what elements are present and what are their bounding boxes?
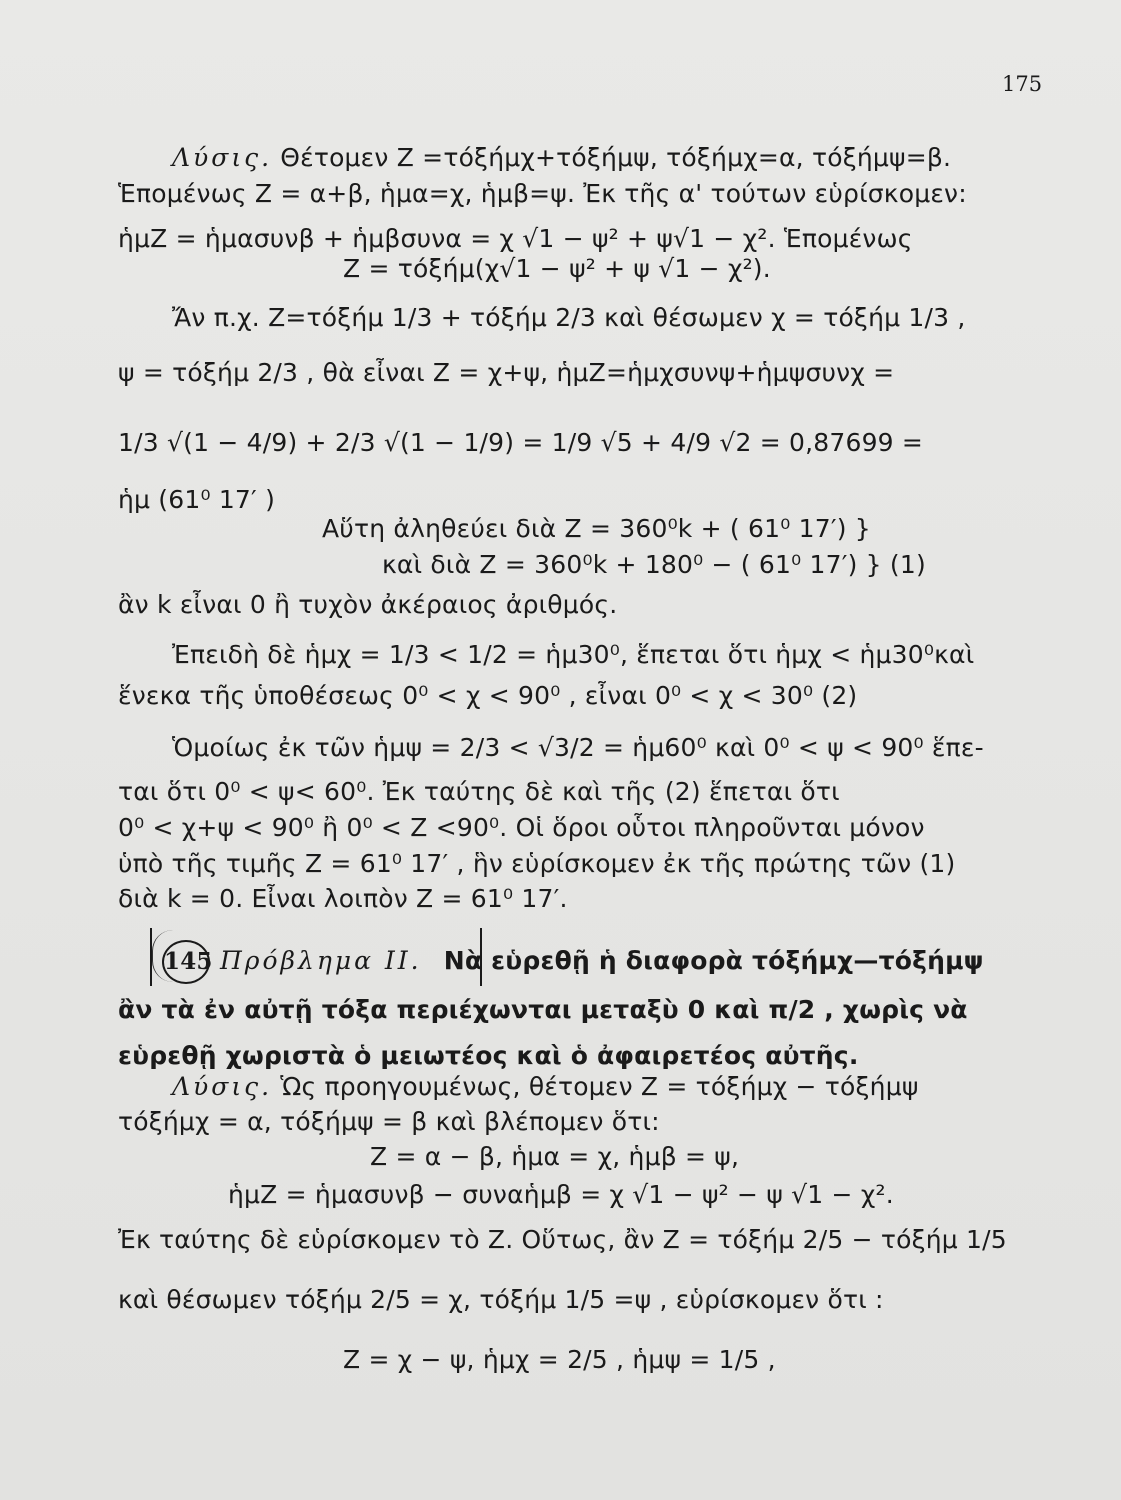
text-segment: διὰ k = 0. Εἶναι λοιπὸν Ζ = 61⁰ 17′.	[118, 884, 568, 913]
text-segment: Ζ = α − β, ἡμα = χ, ἡμβ = ψ,	[370, 1142, 740, 1171]
text-segment: 1/3 √(1 − 4/9) + 2/3 √(1 − 1/9) = 1/9 √5 + 4/9 √2 = 0,87699 =	[118, 428, 924, 457]
problem-heading	[162, 940, 984, 984]
text-line-l26	[118, 1225, 1007, 1255]
text-line-l14	[172, 733, 984, 763]
text-segment: Ζ = χ − ψ, ἡμχ = 2/5 , ἡμψ = 1/5 ,	[343, 1345, 776, 1374]
text-segment: Λύσις.	[172, 1072, 273, 1101]
text-segment: 0⁰ < χ+ψ < 90⁰ ἢ 0⁰ < Ζ <90⁰. Οἱ ὅροι οὗτοι πληροῦνται μόνον	[118, 813, 925, 842]
text-line-l17	[118, 849, 956, 879]
text-line-l06	[118, 358, 894, 388]
text-segment: καὶ θέσωμεν τόξήμ 2/5 = χ, τόξήμ 1/5 =ψ , εὑρίσκομεν ὅτι :	[118, 1285, 884, 1314]
text-line-l11	[118, 590, 617, 620]
text-segment: ὑπὸ τῆς τιμῆς Ζ = 61⁰ 17′ , ἣν εὑρίσκομεν ἐκ τῆς πρώτης τῶν (1)	[118, 849, 956, 878]
text-line-l01	[172, 143, 951, 173]
text-segment: ἡμΖ = ἡμασυνβ + ἡμβσυνα = χ √1 − ψ² + ψ√1 − χ². Ἑπομένως	[118, 224, 913, 253]
text-line-l09	[322, 514, 871, 544]
text-line-l10	[382, 550, 926, 580]
text-segment: Αὕτη ἀληθεύει διὰ Ζ = 360⁰k + ( 61⁰ 17′) }	[322, 514, 871, 543]
text-segment: Λύσις.	[172, 143, 273, 172]
text-line-l20	[118, 995, 968, 1025]
text-segment: ἂν k εἶναι 0 ἢ τυχὸν ἀκέραιος ἀριθμός.	[118, 590, 618, 619]
text-line-l04	[343, 254, 771, 284]
text-line-l18	[118, 884, 568, 914]
text-line-l13	[118, 681, 857, 711]
text-line-l02	[118, 179, 967, 209]
text-segment: ἕνεκα τῆς ὑποθέσεως 0⁰ < χ < 90⁰ , εἶναι 0⁰ < χ < 30⁰ (2)	[118, 681, 858, 710]
text-segment: ἡμ (61⁰ 17′ )	[118, 485, 276, 514]
text-segment: Ἐκ ταύτης δὲ εὑρίσκομεν τὸ Ζ. Οὕτως, ἂν Ζ = τόξήμ 2/5 − τόξήμ 1/5	[118, 1225, 1007, 1254]
page-number: 175	[1002, 72, 1043, 96]
text-line-l12	[172, 640, 974, 670]
text-segment: Ἐπειδὴ δὲ ἡμχ = 1/3 < 1/2 = ἡμ30⁰, ἕπεται ὅτι ἡμχ < ἡμ30⁰καὶ	[172, 640, 975, 669]
text-segment: καὶ διὰ Ζ = 360⁰k + 180⁰ − ( 61⁰ 17′) } (1)	[382, 550, 926, 579]
text-line-l27	[118, 1285, 884, 1315]
text-line-l21	[118, 1041, 859, 1071]
text-line-l22	[172, 1072, 919, 1102]
text-line-l25	[228, 1180, 894, 1210]
text-segment: Ὡς προηγουμένως, θέτομεν Ζ = τόξήμχ − τόξήμψ	[272, 1072, 919, 1101]
text-segment: Ὁμοίως ἐκ τῶν ἡμψ = 2/3 < √3/2 = ἡμ60⁰ καὶ 0⁰ < ψ < 90⁰ ἕπε-	[172, 733, 984, 762]
text-line-l24	[370, 1142, 739, 1172]
text-segment: ἂν τὰ ἐν αὐτῇ τόξα περιέχωνται μεταξὺ 0 καὶ π/2 , χωρὶς νὰ	[118, 995, 968, 1024]
text-segment: ἡμΖ = ἡμασυνβ − συναἡμβ = χ √1 − ψ² − ψ √1 − χ².	[228, 1180, 894, 1209]
problem-label: Πρόβλημα ΙΙ.	[220, 946, 422, 975]
text-line-l03	[118, 224, 913, 254]
text-segment: εὑρεθῇ χωριστὰ ὁ μειωτέος καὶ ὁ ἀφαιρετέος αὐτῆς.	[118, 1041, 859, 1070]
text-line-l08	[118, 485, 275, 515]
text-line-l28	[343, 1345, 776, 1375]
problem-number: 145	[162, 940, 210, 984]
text-line-l05	[172, 303, 966, 333]
text-segment: τόξήμχ = α, τόξήμψ = β καὶ βλέπομεν ὅτι:	[118, 1107, 660, 1136]
text-segment: Θέτομεν Ζ =τόξήμχ+τόξήμψ, τόξήμχ=α, τόξήμψ=β.	[272, 143, 952, 172]
text-segment: Ζ = τόξήμ(χ√1 − ψ² + ψ √1 − χ²).	[343, 254, 771, 283]
text-line-l23	[118, 1107, 660, 1137]
problem-text: Νὰ εὑρεθῇ ἡ διαφορὰ τόξήμχ—τόξήμψ	[443, 946, 984, 975]
text-segment: Ἄν π.χ. Ζ=τόξήμ 1/3 + τόξήμ 2/3 καὶ θέσωμεν χ = τόξήμ 1/3 ,	[172, 303, 966, 332]
text-line-l15	[118, 777, 840, 807]
text-segment: ψ = τόξήμ 2/3 , θὰ εἶναι Ζ = χ+ψ, ἡμΖ=ἡμχσυνψ+ἡμψσυνχ =	[118, 358, 895, 387]
text-segment: Ἑπομένως Ζ = α+β, ἡμα=χ, ἡμβ=ψ. Ἐκ τῆς α' τούτων εὑρίσκομεν:	[118, 179, 967, 208]
text-line-l16	[118, 813, 925, 843]
text-segment: ται ὅτι 0⁰ < ψ< 60⁰. Ἐκ ταύτης δὲ καὶ τῆς (2) ἕπεται ὅτι	[118, 777, 840, 806]
text-line-l07	[118, 428, 923, 458]
